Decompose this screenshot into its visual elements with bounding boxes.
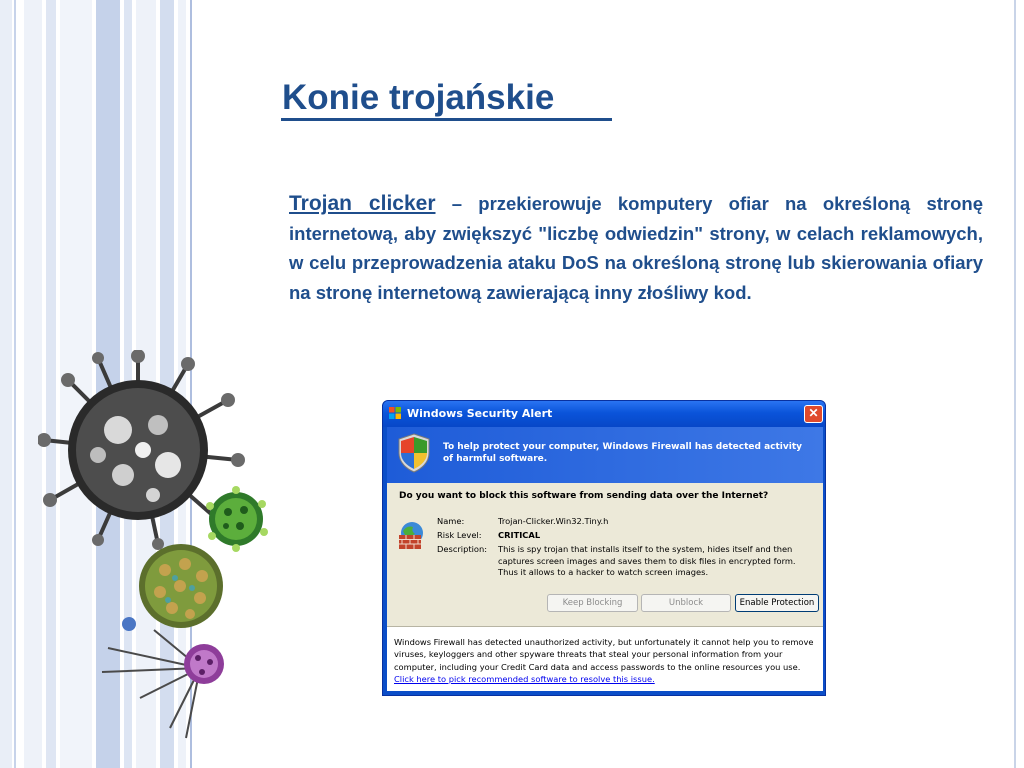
dialog-titlebar[interactable] <box>383 401 826 427</box>
close-icon[interactable]: ✕ <box>804 405 823 423</box>
virus-green-large-image <box>130 540 232 632</box>
firewall-icon <box>397 521 427 551</box>
dialog-title: Windows Security Alert <box>407 407 553 420</box>
slide-title: Konie trojańskie <box>282 78 555 117</box>
title-underline <box>281 118 612 121</box>
windows-flag-icon <box>388 406 402 420</box>
footer-message: Windows Firewall has detected unauthorized activity, but unfortunately it cannot help you to remove viruses, keyloggers and other spyware threats that steal your personal information from your computer, including your Credit Card data and access passwords to the online resources you use. <box>394 637 814 672</box>
dialog-question: Do you want to block this software from sending data over the Internet? <box>399 491 769 501</box>
enable-protection-button[interactable]: Enable Protection <box>735 594 819 612</box>
field-risk-value: CRITICAL <box>498 530 541 540</box>
dialog-footer <box>387 627 823 691</box>
dialog-header-text: To help protect your computer, Windows Firewall has detected activity of harmful software. <box>443 442 802 464</box>
description-paragraph <box>289 189 983 308</box>
dialog-header-banner <box>387 427 823 483</box>
keep-blocking-button[interactable]: Keep Blocking <box>547 594 638 612</box>
dialog-body <box>387 483 823 691</box>
field-description-value: This is spy trojan that installs itself to the system, hides itself and then captures screen images and saves them to disk files in encrypted form. Thus it allows to a hacker to watch screen images. <box>498 544 796 577</box>
unblock-button[interactable]: Unblock <box>641 594 731 612</box>
term-dash: – <box>435 193 479 214</box>
term-trojan-clicker: Trojan clicker <box>289 192 436 215</box>
security-alert-dialog <box>382 400 826 696</box>
field-name-value: Trojan-Clicker.Win32.Tiny.h <box>498 516 609 526</box>
field-description-label: Description: <box>437 544 488 554</box>
dialog-footer-text <box>394 636 818 685</box>
security-shield-icon <box>397 433 431 473</box>
recommended-software-link[interactable]: Click here to pick recommended software to resolve this issue. <box>394 673 655 684</box>
field-risk-label: Risk Level: <box>437 530 482 540</box>
right-border-line <box>1014 0 1016 768</box>
description-text: przekierowuje komputery ofiar na określoną stronę internetową, aby zwiększyć "liczbę odwiedzin" strony, w celach reklamowych, w celu przeprowadzenia ataku DoS na określoną stronę lub skierowania ofiary na stronę internetową zawierającą inny złośliwy kod. <box>289 193 983 304</box>
field-name-label: Name: <box>437 516 465 526</box>
virus-phage-image <box>100 628 235 740</box>
